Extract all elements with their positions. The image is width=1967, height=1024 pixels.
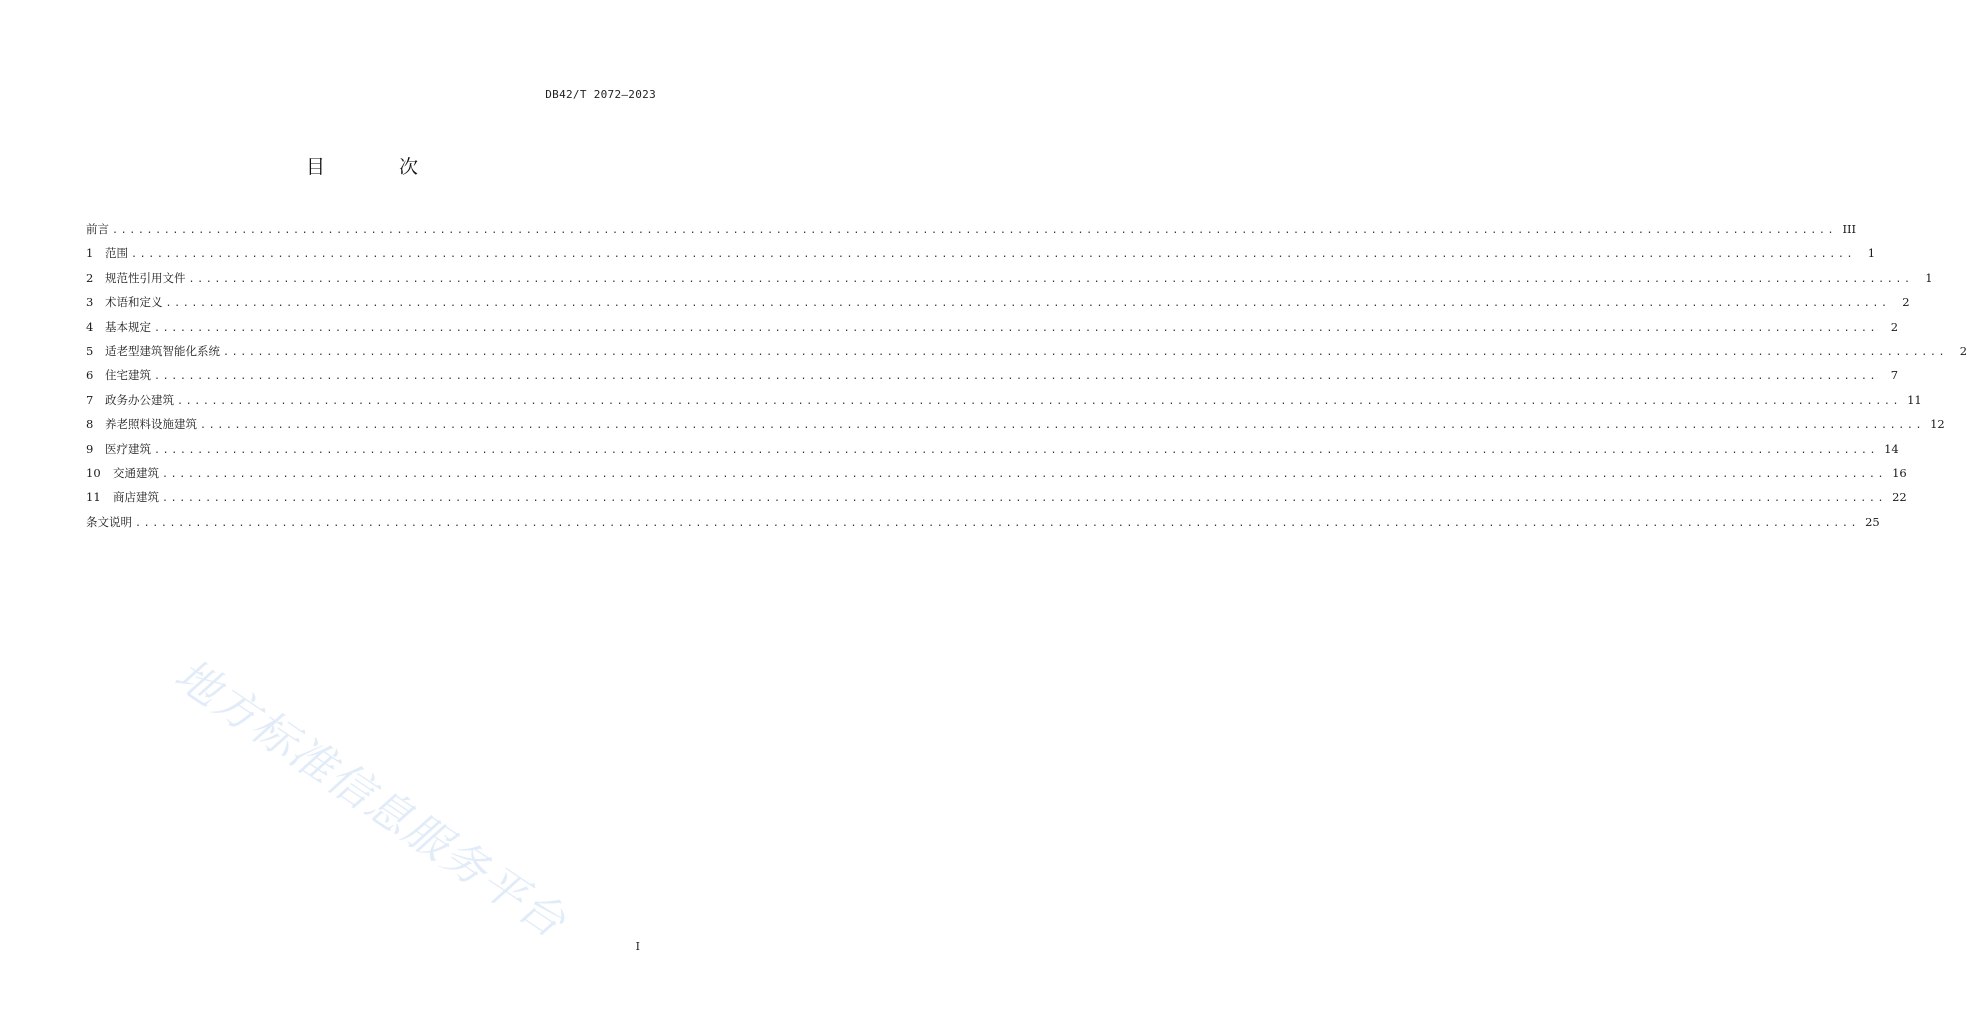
toc-entry-page: III [1842, 222, 1857, 236]
toc-entry-page: 12 [1930, 417, 1945, 432]
toc-entry-number: 4 [86, 319, 94, 334]
toc-leader-dots: ........................................................................................................................................................................................................ [154, 322, 1879, 334]
toc-entry[interactable] [86, 315, 1899, 339]
toc-entry[interactable] [86, 363, 1899, 387]
toc-leader-dots: ........................................................................................................................................................................................................ [165, 298, 1890, 310]
toc-leader-dots: ........................................................................................................................................................................................................ [200, 420, 1925, 432]
toc-entry[interactable] [86, 241, 1876, 265]
toc-entry[interactable] [86, 437, 1899, 461]
toc-leader-dots: ........................................................................................................................................................................................................ [112, 225, 1837, 236]
toc-leader-dots: ........................................................................................................................................................................................................ [177, 395, 1902, 407]
toc-entry-page: 7 [1890, 368, 1899, 383]
toc-entry-label: 条文说明 [86, 514, 132, 529]
toc-entry-page: 25 [1865, 514, 1880, 529]
toc-entry[interactable] [86, 461, 1907, 485]
toc-entry-label: 术语和定义 [105, 295, 163, 310]
toc-entry-page: 2 [1890, 319, 1899, 334]
toc-leader-dots: ........................................................................................................................................................................................................ [154, 444, 1879, 456]
toc-entry-number: 9 [86, 441, 94, 456]
toc-entry-number: 3 [86, 295, 94, 310]
toc-leader-dots: ........................................................................................................................................................................................................ [154, 371, 1879, 383]
toc-leader-dots: ........................................................................................................................................................................................................ [135, 517, 1860, 529]
toc-entry-number: 8 [86, 417, 94, 432]
toc-entry[interactable] [86, 290, 1910, 314]
toc-leader-dots: ........................................................................................................................................................................................................ [162, 493, 1887, 505]
toc-entry[interactable] [86, 485, 1907, 509]
toc-entry-page: 16 [1892, 465, 1907, 480]
footer-page-number: I [635, 940, 640, 953]
toc-entry-number: 6 [86, 368, 94, 383]
toc-entry-page: 2 [1959, 343, 1967, 358]
toc-entry-label: 基本规定 [105, 319, 151, 334]
toc-entry-label: 规范性引用文件 [105, 270, 186, 285]
page-title: 目 次 [305, 156, 453, 178]
toc-leader-dots: ........................................................................................................................................................................................................ [188, 273, 1913, 285]
toc-leader-dots: ........................................................................................................................................................................................................ [131, 249, 1856, 261]
toc-entry-label: 养老照料设施建筑 [105, 417, 197, 432]
toc-entry[interactable] [86, 266, 1933, 290]
toc-entry-label: 前言 [86, 222, 109, 236]
toc-entry-page: 22 [1892, 490, 1907, 505]
toc-entry-page: 11 [1907, 392, 1922, 407]
toc-entry-label: 适老型建筑智能化系统 [105, 343, 220, 358]
toc-entry-number: 10 [86, 465, 101, 480]
document-code: DB42/T 2072—2023 [545, 88, 656, 101]
watermark: 地方标准信息服务平台 [165, 649, 576, 949]
toc-entry-number: 5 [86, 343, 94, 358]
toc-entry[interactable] [86, 217, 1857, 241]
toc-entry-number: 7 [86, 392, 94, 407]
toc-entry-page: 1 [1925, 270, 1933, 285]
toc-entry[interactable] [86, 339, 1967, 363]
toc-entry[interactable] [86, 388, 1922, 412]
toc-entry[interactable] [86, 412, 1945, 436]
toc-entry-page: 1 [1867, 246, 1876, 261]
toc-entry-label: 政务办公建筑 [105, 392, 174, 407]
toc-entry-label: 范围 [105, 246, 128, 261]
toc-entry-label: 商店建筑 [113, 490, 159, 505]
toc-entry-page: 2 [1902, 295, 1910, 310]
toc-entry[interactable] [86, 510, 1880, 534]
toc-entry-number: 2 [86, 270, 94, 285]
toc-entry-number: 1 [86, 246, 94, 261]
toc-entry-label: 住宅建筑 [105, 368, 151, 383]
toc-entry-page: 14 [1884, 441, 1899, 456]
toc-leader-dots: ........................................................................................................................................................................................................ [223, 346, 1948, 358]
toc-entry-label: 交通建筑 [113, 465, 159, 480]
toc-entry-label: 医疗建筑 [105, 441, 151, 456]
table-of-contents [86, 217, 1967, 534]
toc-leader-dots: ........................................................................................................................................................................................................ [162, 468, 1887, 480]
toc-entry-number: 11 [86, 490, 101, 505]
